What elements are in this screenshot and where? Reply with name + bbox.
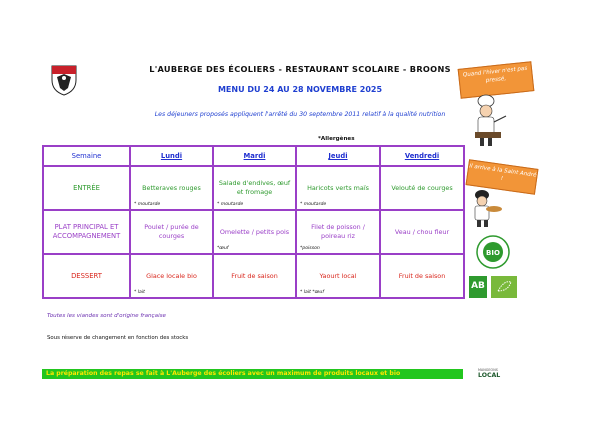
menu-cell	[380, 254, 464, 298]
dish-name: Veau / chou fleur	[394, 227, 450, 236]
mangeons-local-logo	[478, 368, 508, 382]
allergen-tag: * moutarde	[134, 202, 161, 207]
table-header-row	[43, 146, 464, 166]
allergen-tag: *œuf	[217, 246, 229, 251]
page-title: L'AUBERGE DES ÉCOLIERS - RESTAURANT SCOLAIRE - BROONS	[149, 64, 451, 74]
allergen-tag: *poisson	[300, 246, 320, 251]
bio-territoire-badge	[476, 235, 510, 269]
allergen-tag: * moutarde	[217, 202, 244, 207]
menu-cell	[213, 254, 296, 298]
allergen-tag: * lait	[134, 290, 145, 295]
day-header-mardi: Mardi	[213, 146, 296, 166]
chef-baker-illustration	[468, 188, 504, 228]
table-row	[43, 166, 464, 210]
dish-name: Yaourt local	[319, 271, 357, 280]
menu-cell	[130, 254, 213, 298]
dish-name: Filet de poisson / poireau riz	[311, 223, 365, 240]
winter-speech-bubble: Quand l'hiver n'est pas pressé,	[458, 61, 535, 99]
mangeons-local-big-text: LOCAL	[478, 372, 501, 379]
allergen-tag: * lait *œuf	[300, 290, 324, 295]
row-label-dessert: DESSERT	[43, 254, 130, 298]
nutrition-note: Les déjeuners proposés appliquent l'arrêté du 30 septembre 2011 relatif à la qualité nutrition	[154, 111, 446, 118]
day-header-jeudi: Jeudi	[296, 146, 380, 166]
menu-cell	[130, 210, 213, 254]
menu-cell	[296, 166, 380, 210]
dish-name: Fruit de saison	[231, 271, 278, 280]
bio-badge-text: BIO	[486, 249, 500, 257]
menu-dates: MENU DU 24 AU 28 NOVEMBRE 2025	[217, 85, 383, 94]
table-row	[43, 210, 464, 254]
row-label-entree: ENTRÉE	[43, 166, 130, 210]
menu-cell	[380, 166, 464, 210]
menu-cell	[296, 210, 380, 254]
dish-name: Betteraves rouges	[142, 183, 201, 192]
dish-name: Omelette / petits pois	[219, 227, 290, 236]
dish-name: Haricots verts maïs	[307, 183, 369, 192]
saint-andre-speech-bubble: Il arrive à la Saint André !	[466, 159, 539, 194]
mangeons-local-small-text: MANGEONS	[478, 368, 498, 372]
allergen-tag: * moutarde	[300, 202, 327, 207]
local-products-banner-text: La préparation des repas se fait à L'Auberge des écoliers avec un maximum de produits locaux et bio	[46, 370, 401, 377]
week-header: Semaine	[43, 146, 130, 166]
allergens-label: *Allergènes	[318, 136, 355, 142]
menu-cell	[213, 210, 296, 254]
dish-name: Salade d'endives, œuf et fromage	[218, 179, 291, 196]
dish-name: Velouté de courges	[391, 183, 453, 192]
dish-name: Fruit de saison	[398, 271, 446, 280]
menu-cell	[296, 254, 380, 298]
stock-note: Sous réserve de changement en fonction des stocks	[47, 335, 189, 341]
eu-organic-leaf-icon	[491, 276, 517, 298]
dish-name: Poulet / purée de courges	[144, 223, 199, 240]
table-row	[43, 254, 464, 298]
meat-origin-note: Toutes les viandes sont d'origine française	[47, 313, 166, 319]
row-label-plat: PLAT PRINCIPAL ET ACCOMPAGNEMENT	[43, 210, 130, 254]
chef-cook-illustration	[466, 92, 510, 148]
menu-table	[42, 145, 465, 299]
menu-cell	[380, 210, 464, 254]
menu-cell	[130, 166, 213, 210]
menu-cell	[213, 166, 296, 210]
day-header-vendredi: Vendredi	[380, 146, 464, 166]
day-header-lundi: Lundi	[130, 146, 213, 166]
dish-name: Glace locale bio	[146, 271, 197, 280]
ab-organic-logo: AB	[469, 276, 487, 298]
